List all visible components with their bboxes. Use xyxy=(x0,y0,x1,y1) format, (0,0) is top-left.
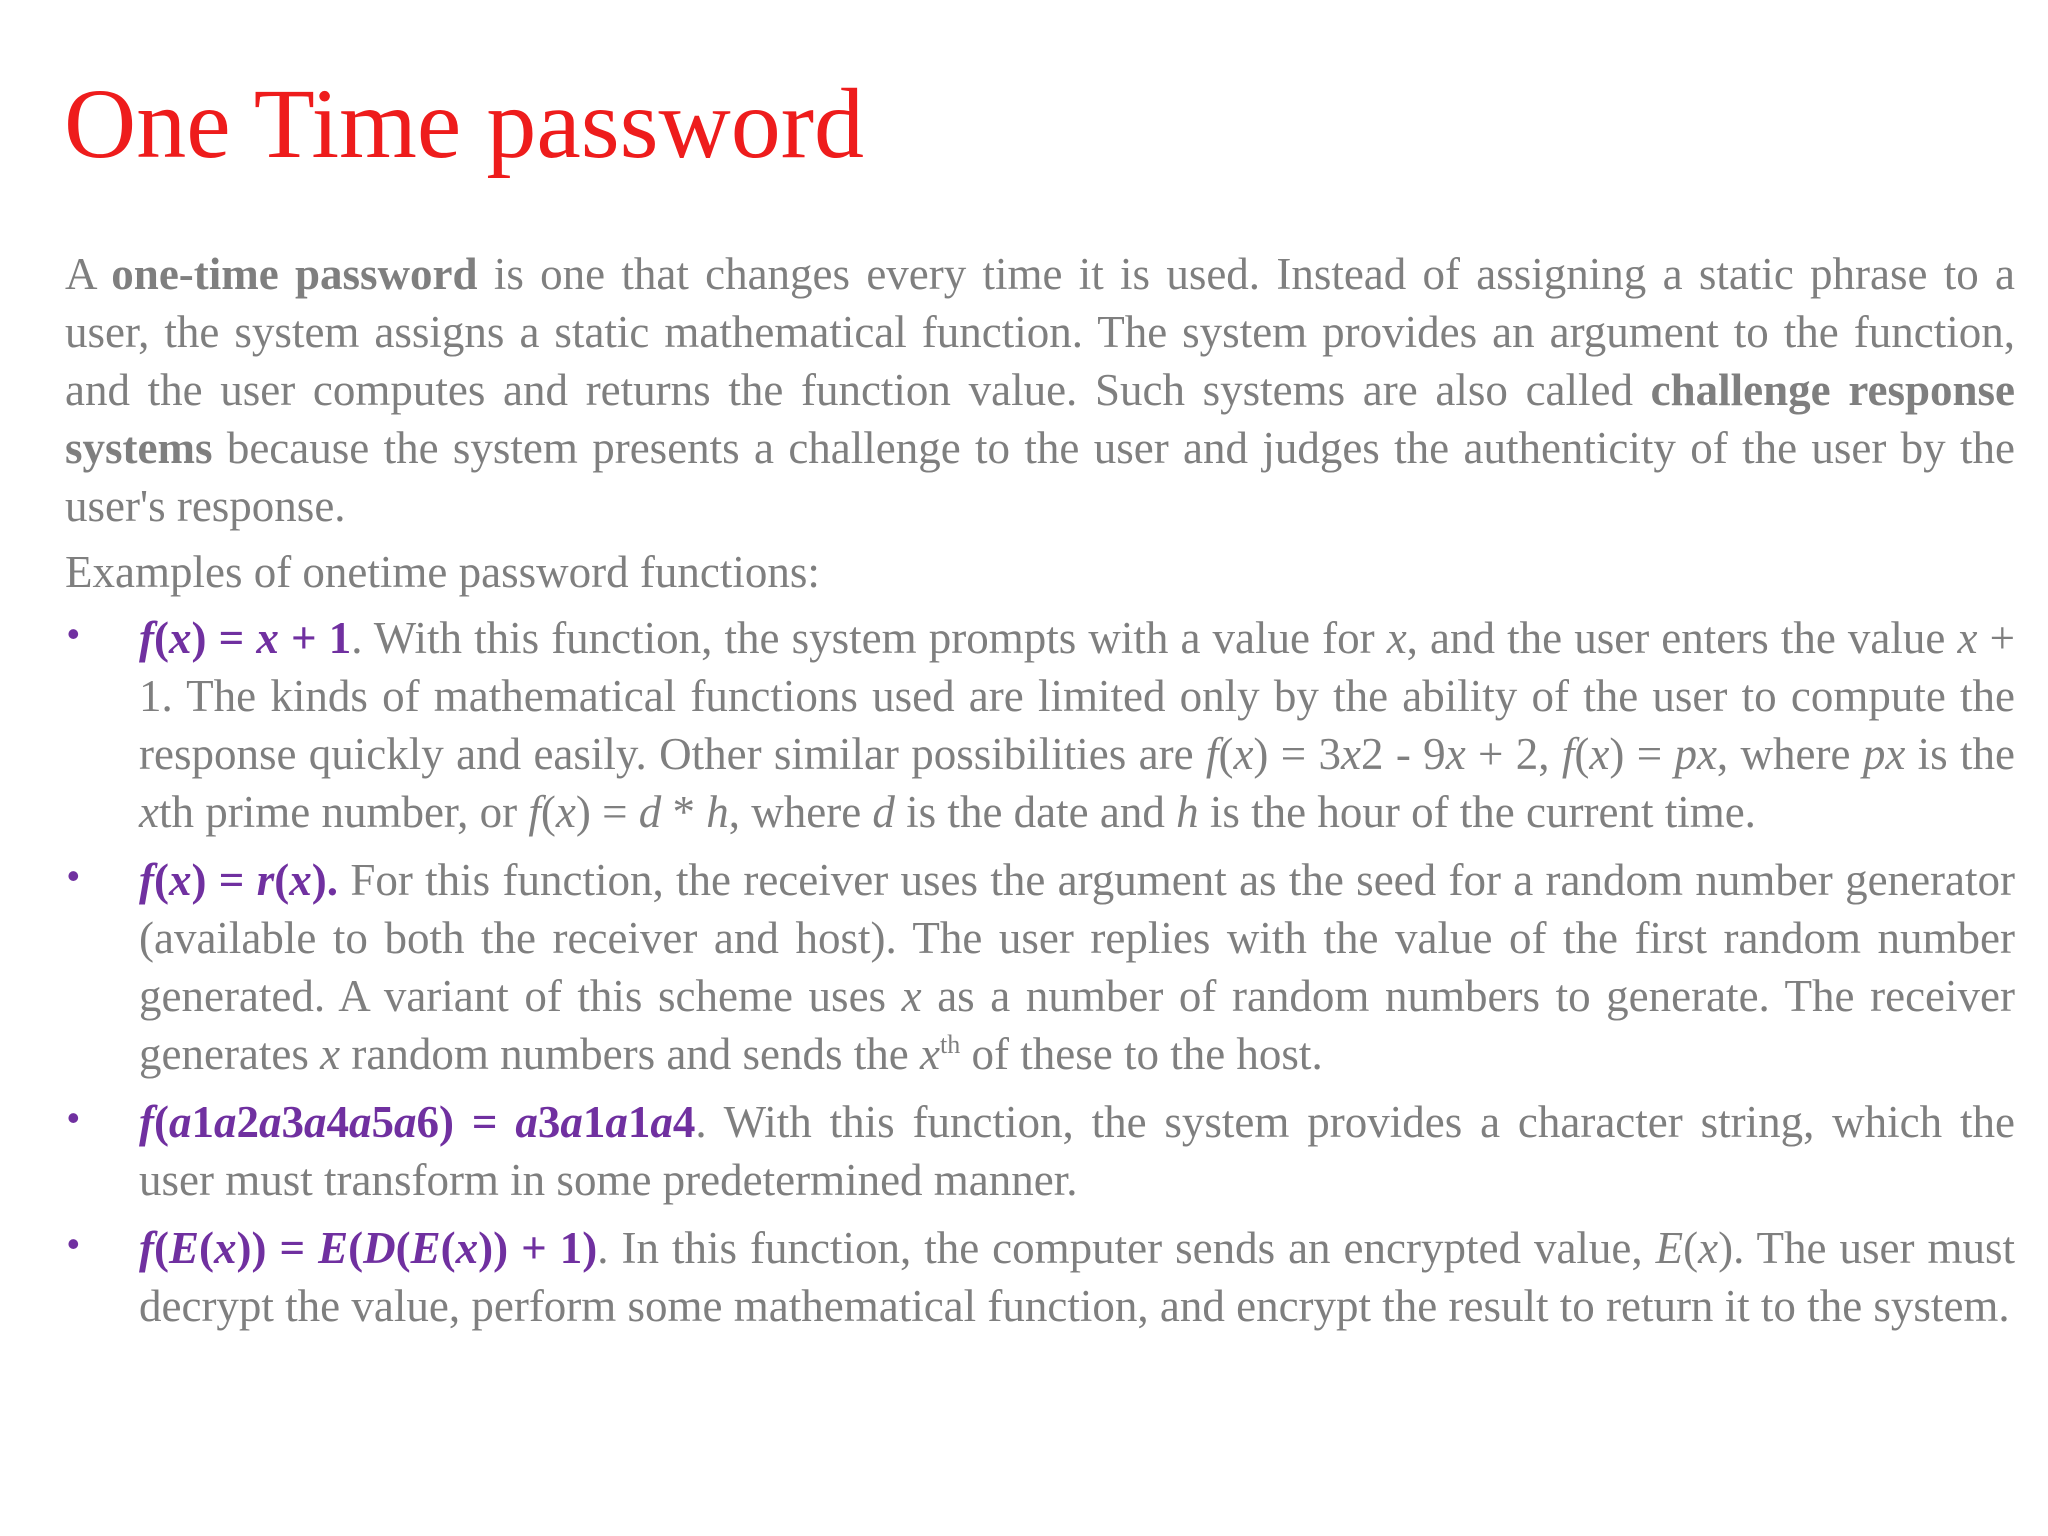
intro-paragraph xyxy=(65,245,2015,535)
slide-title: One Time password xyxy=(64,68,865,179)
function-formula: f(a1a2a3a4a5a6) = a3a1a1a4 xyxy=(139,1097,696,1147)
examples-heading: Examples of onetime password functions: xyxy=(65,547,820,597)
bullet-icon: • xyxy=(67,855,80,896)
slide-content xyxy=(65,245,2015,1345)
intro-text: is one that changes every time it is used. Instead of assigning a static phrase to a user, the system assigns a static mathematical function. The system provides an argument to the function, and the user computes and returns the function value. Such systems are also called xyxy=(65,249,2016,415)
bullet-icon: • xyxy=(67,1097,80,1138)
intro-text: because the system presents a challenge to the user and judges the authenticity of the user by the user's response. xyxy=(65,423,2015,531)
intro-text: A xyxy=(65,249,112,299)
term-one-time-password: one-time password xyxy=(111,249,478,299)
list-item-encryption-function: • f(E(x)) = E(D(E(x)) + 1). In this function, the computer sends an encrypted value, E(x). The user must decrypt the value, perform some mathematical function, and encrypt the result to return it to the system. xyxy=(65,1219,2015,1335)
bullet-icon: • xyxy=(67,1223,80,1264)
function-formula: f(E(x)) = E(D(E(x)) + 1) xyxy=(139,1223,598,1273)
list-item-string-transform-function: • f(a1a2a3a4a5a6) = a3a1a1a4. With this function, the system provides a character string, which the user must transform in some predetermined manner. xyxy=(65,1093,2015,1209)
function-formula: f(x) = x + 1 xyxy=(139,613,352,663)
bullet-icon: • xyxy=(67,613,80,654)
examples-list xyxy=(65,609,2015,1335)
function-formula: f(x) = r(x). xyxy=(139,855,339,905)
list-item-random-function: • f(x) = r(x). For this function, the receiver uses the argument as the seed for a random number generator (available to both the receiver and host). The user replies with the value of the first random number generated. A variant of this scheme uses x as a number of random numbers to generate. The receiver generates x random numbers and sends the $x^{th}$ of these to the host. xyxy=(65,851,2015,1083)
term-challenge-response-systems: challenge response systems xyxy=(65,365,2016,473)
list-item-increment-function: • f(x) = x + 1. With this function, the system prompts with a value for x, and the user enters the value x + 1. The kinds of mathematical functions used are limited only by the ability of the user to compute the response quickly and easily. Other similar possibilities are f(x) = 3x2 - 9x + 2, f(x) = px, where px is the xth prime number, or f(x) = d * h, where d is the date and h is the hour of the current time. xyxy=(65,609,2015,841)
